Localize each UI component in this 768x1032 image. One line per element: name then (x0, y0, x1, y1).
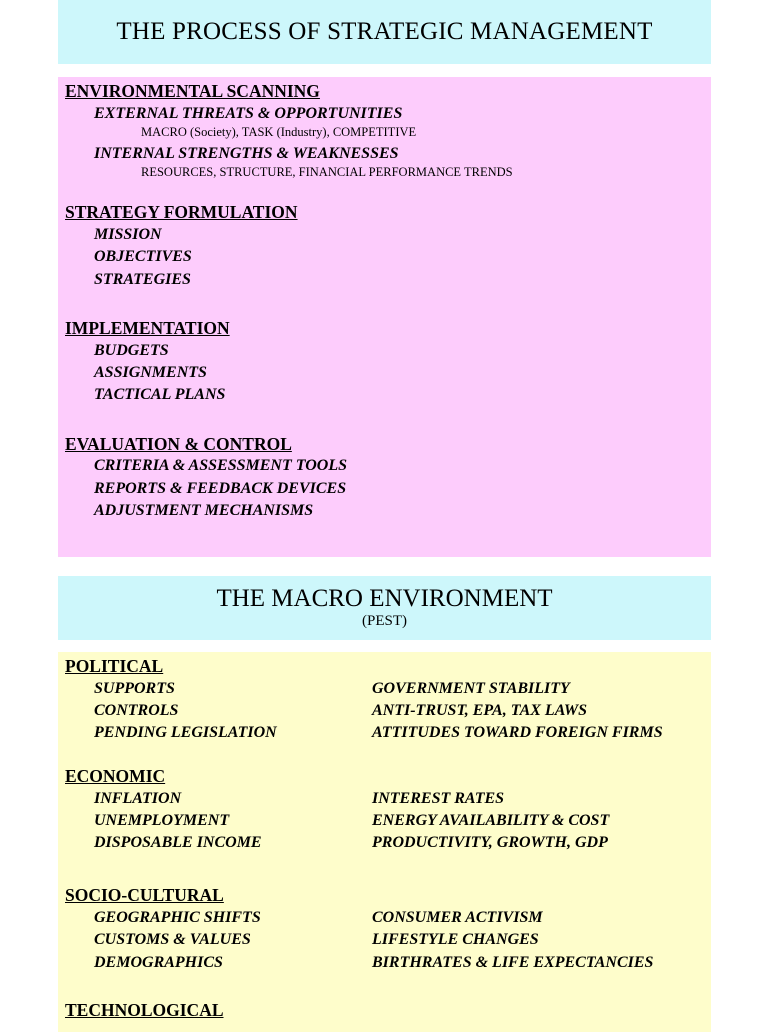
macro-title: THE MACRO ENVIRONMENT (216, 585, 553, 612)
list-item: ASSIGNMENTS (94, 364, 207, 381)
list-item: ATTITUDES TOWARD FOREIGN FIRMS (372, 724, 663, 741)
list-item: CRITERIA & ASSESSMENT TOOLS (94, 457, 347, 474)
macro-panel (58, 652, 711, 1032)
macro-subtitle: (PEST) (362, 613, 407, 629)
section-heading-environmental-scanning: ENVIRONMENTAL SCANNING (65, 81, 320, 101)
list-item: STRATEGIES (94, 271, 191, 288)
list-item: CONTROLS (94, 702, 179, 719)
list-item: DEMOGRAPHICS (94, 954, 223, 971)
section-heading-economic: ECONOMIC (65, 766, 166, 786)
process-panel (58, 77, 711, 557)
list-item: PENDING LEGISLATION (94, 724, 277, 741)
list-item-detail: MACRO (Society), TASK (Industry), COMPETITIVE (141, 125, 417, 139)
list-item: ENERGY AVAILABILITY & COST (372, 812, 610, 829)
list-item: OBJECTIVES (94, 248, 192, 265)
list-item: EXTERNAL THREATS & OPPORTUNITIES (94, 105, 403, 122)
list-item: INTERNAL STRENGTHS & WEAKNESSES (94, 145, 399, 162)
list-item: MISSION (94, 226, 162, 243)
list-item: CUSTOMS & VALUES (94, 931, 251, 948)
list-item: BUDGETS (94, 342, 169, 359)
section-heading-strategy-formulation: STRATEGY FORMULATION (65, 202, 298, 222)
process-title: THE PROCESS OF STRATEGIC MANAGEMENT (116, 18, 653, 45)
list-item: GEOGRAPHIC SHIFTS (94, 909, 261, 926)
list-item: TACTICAL PLANS (94, 386, 226, 403)
list-item: CONSUMER ACTIVISM (372, 909, 543, 926)
list-item: REPORTS & FEEDBACK DEVICES (94, 480, 347, 497)
section-heading-technological: TECHNOLOGICAL (65, 1000, 224, 1020)
section-heading-implementation: IMPLEMENTATION (65, 318, 230, 338)
list-item: GOVERNMENT STABILITY (372, 680, 570, 697)
list-item: PRODUCTIVITY, GROWTH, GDP (372, 834, 608, 851)
list-item: UNEMPLOYMENT (94, 812, 230, 829)
macro-title-banner (58, 576, 711, 640)
list-item-detail: RESOURCES, STRUCTURE, FINANCIAL PERFORMANCE TRENDS (141, 165, 513, 179)
list-item: DISPOSABLE INCOME (94, 834, 262, 851)
section-heading-socio-cultural: SOCIO-CULTURAL (65, 885, 224, 905)
list-item: BIRTHRATES & LIFE EXPECTANCIES (372, 954, 654, 971)
list-item: ANTI-TRUST, EPA, TAX LAWS (372, 702, 588, 719)
list-item: SUPPORTS (94, 680, 175, 697)
list-item: ADJUSTMENT MECHANISMS (94, 502, 314, 519)
process-title-banner (58, 0, 711, 64)
section-heading-evaluation-control: EVALUATION & CONTROL (65, 434, 292, 454)
list-item: INFLATION (94, 790, 182, 807)
section-heading-political: POLITICAL (65, 656, 164, 676)
list-item: INTEREST RATES (372, 790, 505, 807)
list-item: LIFESTYLE CHANGES (372, 931, 539, 948)
